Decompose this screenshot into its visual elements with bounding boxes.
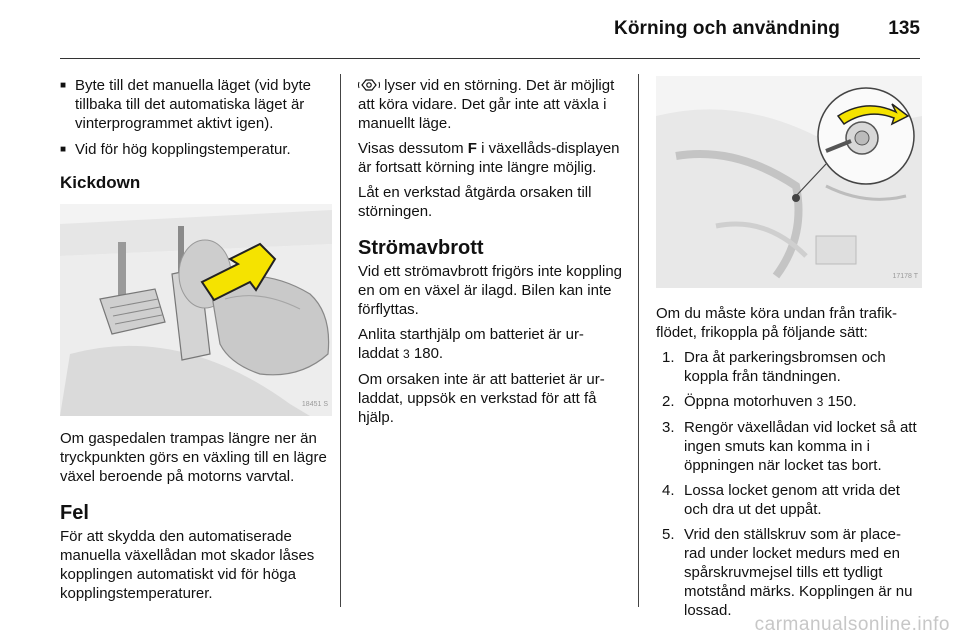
page-number: 135 <box>888 18 920 39</box>
column-middle <box>358 76 624 433</box>
page-reference[interactable]: 180. <box>413 345 444 362</box>
column-left <box>60 76 332 609</box>
step-text: Öppna motorhuven <box>684 393 817 410</box>
jump-start-text: Anlita starthjälp om batteriet är ur-laddat <box>358 326 584 362</box>
header-rule <box>60 58 920 59</box>
jump-start-paragraph <box>358 325 624 364</box>
column-divider-1 <box>340 74 341 607</box>
figure-code: 17178 T <box>892 273 918 280</box>
step-text: Rengör växellådan vid locket så att ingen smuts kan komma in i öppningen när locket tas bort. <box>684 419 917 474</box>
fel-text: För att skydda den automatiserade manuella växellådan mot skador låses kopplingen automatiskt vid för höga kopplingstemperaturer. <box>60 528 315 602</box>
column-right <box>656 76 922 626</box>
list-item <box>662 525 922 620</box>
kickdown-illustration <box>60 204 332 416</box>
fault-paragraph <box>358 76 624 133</box>
page-reference[interactable]: 150. <box>827 393 857 410</box>
header-title: Körning och användning <box>614 18 840 39</box>
battery-paragraph: Om orsaken inte är att batteriet är ur-laddat, uppsök en verkstad för att få hjälp. <box>358 371 605 426</box>
step-text: Lossa locket genom att vrida det och dra ut det uppåt. <box>684 482 900 518</box>
fault-text: lyser vid en störning. Det är möjligt att köra vidare. Det går inte att växla i manuellt läge. <box>358 77 615 132</box>
display-f-text-pre: Visas dessutom <box>358 140 468 157</box>
power-failure-text: Vid ett strömavbrott frigörs inte koppling en om en växel är ilagd. Bilen kan inte förflyttas. <box>358 263 623 318</box>
fel-heading: Fel <box>60 502 89 524</box>
page-reference-arrow-icon: 3 <box>816 395 824 409</box>
kickdown-heading: Kickdown <box>60 173 141 192</box>
gearbox-cover-illustration <box>656 76 922 288</box>
kickdown-text: Om gaspedalen trampas längre ner än tryckpunkten görs en växling till en lägre växel beroende på motorns varvtal. <box>60 430 327 485</box>
power-failure-heading: Strömavbrott <box>358 237 484 259</box>
bullet-item: ■ Vid för hög kopplingstemperatur. <box>60 140 332 159</box>
display-f-paragraph <box>358 139 624 177</box>
watermark: carmanualsonline.info <box>754 614 950 635</box>
gearbox-warning-icon <box>358 77 380 94</box>
list-item <box>662 392 922 412</box>
list-item <box>662 348 922 386</box>
page-reference-arrow-icon: 3 <box>403 347 410 361</box>
figure-code: 18451 S <box>301 401 328 408</box>
bullet-item: ■ Byte till det manuella läget (vid byte tillbaka till det automatiska läget är vinterprogrammet aktivt igen). <box>60 76 332 133</box>
step-number: 3. <box>662 419 675 436</box>
column-divider-2 <box>638 74 639 607</box>
step-number: 1. <box>662 349 675 366</box>
step-text: Dra åt parkeringsbromsen och koppla från tändningen. <box>684 349 886 385</box>
decouple-intro: Om du måste köra undan från trafik-flödet, frikoppla på följande sätt: <box>656 305 897 341</box>
workshop-paragraph: Låt en verkstad åtgärda orsaken till störningen. <box>358 184 592 220</box>
step-number: 5. <box>662 526 675 543</box>
decouple-steps <box>656 348 922 620</box>
step-number: 2. <box>662 393 675 410</box>
list-item <box>662 481 922 519</box>
step-number: 4. <box>662 482 675 499</box>
gearbox-cover-image <box>656 76 922 288</box>
display-f-text-post: i växellåds-displayen är fortsatt körning inte längre möjlig. <box>358 140 620 176</box>
step-text: Vrid den ställskruv som är place-rad under locket medurs med en spårskruvmejsel tills ett tydligt motstånd märks. Kopplingen är nu lossad. <box>684 526 913 619</box>
display-f-letter: F <box>467 140 477 157</box>
kickdown-pedal-image <box>60 204 332 416</box>
list-item <box>662 418 922 475</box>
